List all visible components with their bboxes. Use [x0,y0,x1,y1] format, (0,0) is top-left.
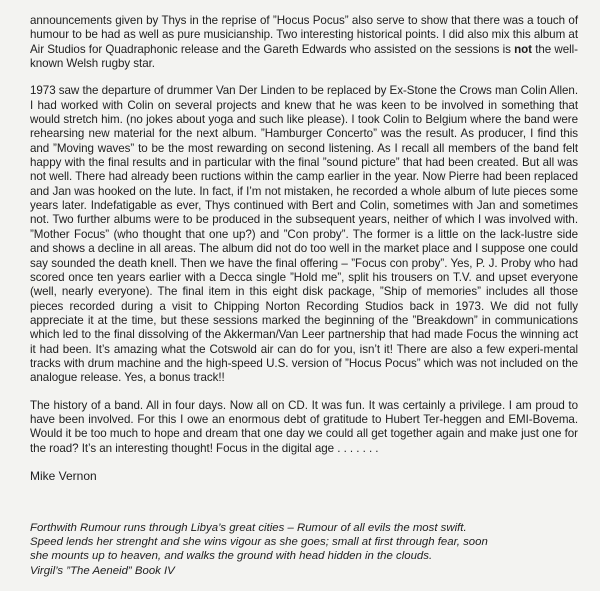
paragraph-3: The history of a band. All in four days. Now all on CD. It was fun. It was certainly a privilege. I am proud to have been involved. For this I owe an enormous debt of gratitude to Hubert Ter-heggen and EMI-Bovema. Would it be too much to hope and dream that one day we could all get together again and make just one for the road? It’s an interesting thought! Focus in the digital age . . . . . . . [30,398,578,455]
liner-notes-text [30,14,578,483]
paragraph-1 [30,14,578,71]
quote-line-1: Forthwith Rumour runs through Libya’s great cities – Rumour of all evils the most swift. [30,522,467,534]
paragraph-1-text: announcements given by Thys in the reprise of ”Hocus Pocus” also serve to show that there was a touch of humour to be had as well as pure musicianship. Two interesting historical points. I did also mix this album at Air Studios for Quadraphonic release and the Gareth Edwards who assisted on the sessions is [30,14,578,56]
quote-line-3: she mounts up to heaven, and walks the ground with head hidden in the clouds. [30,550,433,563]
quote-attribution: Virgil’s ”The Aeneid” Book IV [30,564,175,577]
closing-quote [30,521,580,578]
paragraph-2: 1973 saw the departure of drummer Van Der Linden to be replaced by Ex-Stone the Crows man Colin Allen. I had worked with Colin on several projects and knew that he was keen to be involved in something that would stretch him. (no jokes about yoga and such like please). I took Colin to Belgium where the band were rehearsing new material for the next album. ”Hamburger Concerto” was the result. As producer, I find this and ”Moving waves” to be the most rewarding on second listening. As I recall all members of the band felt happy with the final results and in particular with the final ”sound picture” that had been created. But all was not well. There had already been ructions within the camp earlier in the year. Now Pierre had been replaced and Jan was hooked on the lute. In fact, if I’m not mistaken, he recorded a whole album of lute pieces some years later. Indefatigable as ever, Thys continued with Bert and Colin, sometimes with Jan and sometimes not. Two further albums were to be produced in the subsequent years, neither of which I was involved with. ”Mother Focus” (who thought that one up?) and ”Con proby”. The former is a little on the lack-lustre side and shows a decline in all areas. The album did not do too well in the market place and I suppose one could say sounded the death knell. Then we have the final offering – ”Focus con proby”. Yes, P. J. Proby who had scored once ten years earlier with a Decca single ”Hold me”, split his trousers on T.V. and upset everyone (well, nearly everyone). The final item in this eight disk package, ”Ship of memories” includes all those pieces recorded during a visit to Chipping Norton Recording Studios back in 1973. We did not fully appreciate it at the time, but these sessions marked the beginning of the ”Breakdown” in communications which led to the final dissolving of the Akkerman/Van Leer partnership that had made Focus the winning act it had been. It’s amazing what the Cotswold air can do for you, isn’t it! There are also a few experi-mental tracks with drum machine and the high-speed U.S. version of ”Hocus Pocus” which was not included on the analogue release. Yes, a bonus track!! [30,84,578,385]
author-signature: Mike Vernon [30,468,97,483]
quote-line-2: Speed lends her strenght and she wins vigour as she goes; small at first through fear, soon [30,536,488,549]
paragraph-1-text-after: the well-known Welsh rugby star. [30,42,578,71]
emphasis-not: not [514,42,532,56]
